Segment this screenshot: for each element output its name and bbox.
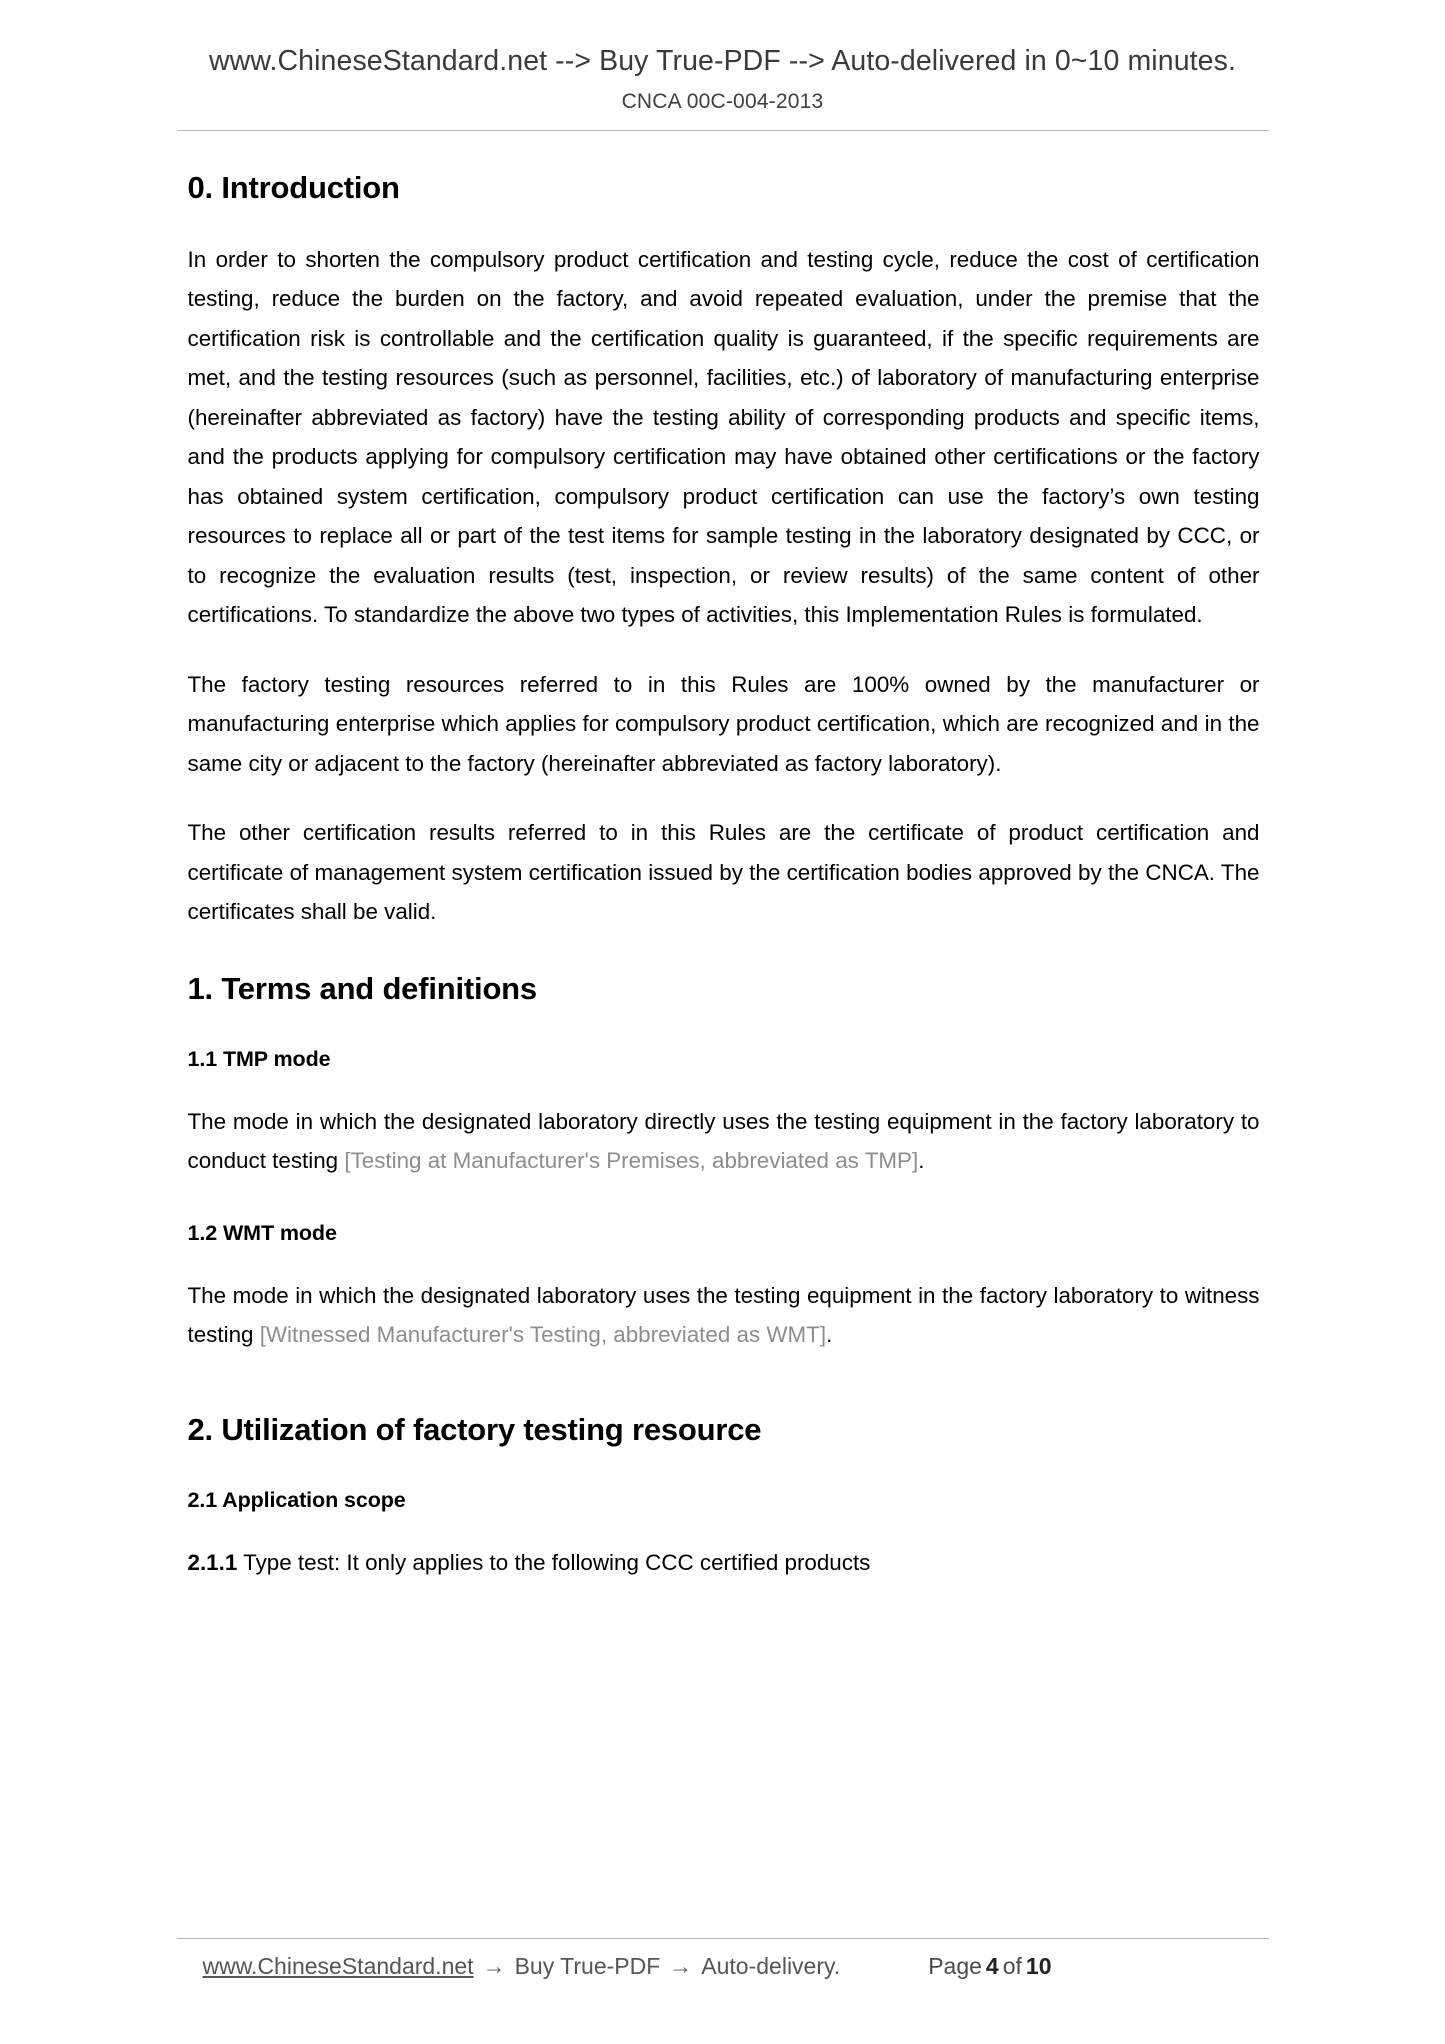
clause-number: 2.1.1	[187, 1549, 238, 1575]
wmt-definition-expansion: [Witnessed Manufacturer's Testing	[259, 1322, 601, 1348]
footer-buy-label: Buy True-PDF	[514, 1953, 661, 1979]
intro-paragraph-1: In order to shorten the compulsory product certification and testing cycle, reduce the cost of certification testing, reduce the burden on the factory, and avoid repeated evaluation, under the premise that the certification risk is controllable and the certification quality is guaranteed, if the specific requirements are met, and the testing resources (such as personnel, facilities, etc.) of laboratory of manufacturing enterprise (hereinafter abbreviated as factory) have the testing ability of corresponding products and specific items, and the products applying for compulsory certification may have obtained other certifications or the factory has obtained system certification, compulsory product certification can use the factory’s own testing resources to replace all or part of the test items for sample testing in the laboratory designated by CCC, or to recognize the evaluation results (test, inspection, or review results) of the same content of other certifications. To standardize the above two types of activities, this Implementation Rules is formulated.	[187, 246, 1260, 628]
footer-divider	[177, 1938, 1269, 1939]
tmp-definition-expansion: [Testing at Manufacturer's Premises	[344, 1148, 700, 1174]
tmp-definition-abbrev: , abbreviated as TMP]	[699, 1148, 919, 1174]
subsection-heading-tmp-mode: 1.1 TMP mode	[187, 1046, 331, 1071]
section-heading-terms: 1. Terms and definitions	[187, 970, 537, 1006]
header-divider	[177, 130, 1269, 131]
arrow-right-icon: →	[482, 1953, 506, 1979]
section-heading-utilization: 2. Utilization of factory testing resource	[187, 1411, 762, 1447]
wmt-definition-period: .	[826, 1322, 833, 1348]
wmt-mode-definition	[188, 1276, 1260, 1355]
wmt-definition-abbrev: , abbreviated as WMT]	[600, 1322, 827, 1348]
document-content	[178, 170, 1268, 1583]
clause-2-1-1	[188, 1543, 1260, 1583]
arrow-right-icon-2: →	[669, 1953, 693, 1979]
footer-delivery-label: Auto-delivery.	[701, 1953, 841, 1979]
page-header	[0, 0, 1445, 131]
page-number: 4	[985, 1953, 999, 1979]
subsection-heading-wmt-mode: 1.2 WMT mode	[187, 1220, 337, 1245]
wmt-definition-main: The mode in which the designated laboratory uses the testing equipment in the factory laboratory to witness testing	[187, 1282, 1260, 1348]
clause-text: Type test: It only applies to the following CCC certified products	[237, 1549, 871, 1575]
of-label: of	[1002, 1953, 1022, 1979]
page-indicator	[928, 1953, 1055, 1980]
tmp-mode-definition	[188, 1102, 1260, 1181]
intro-paragraph-3: The other certification results referred to in this Rules are the certificate of product certification and certificate of management system certification issued by the certification bodies approved by the CNCA. The certificates shall be valid.	[187, 820, 1260, 925]
tmp-definition-period: .	[918, 1148, 925, 1174]
intro-paragraph-2: The factory testing resources referred to in this Rules are 100% owned by the manufacturer or manufacturing enterprise which applies for compulsory product certification, which are recognized and in the same city or adjacent to the factory (hereinafter abbreviated as factory laboratory).	[187, 671, 1260, 776]
footer-site-link[interactable]: www.ChineseStandard.net	[202, 1953, 474, 1979]
footer-row	[177, 1953, 1269, 1980]
footer-promo	[203, 1953, 841, 1980]
section-heading-introduction: 0. Introduction	[187, 169, 400, 205]
header-promo-text: www.ChineseStandard.net --> Buy True-PDF --> Auto-delivered in 0~10 minutes.	[209, 45, 1236, 77]
page-label: Page	[928, 1953, 982, 1979]
page-total: 10	[1025, 1953, 1052, 1979]
page-footer	[0, 1938, 1445, 1980]
tmp-definition-main: The mode in which the designated laboratory directly uses the testing equipment in the factory laboratory to conduct testing	[187, 1108, 1260, 1174]
subsection-heading-application-scope: 2.1 Application scope	[187, 1487, 406, 1512]
standard-code: CNCA 00C-004-2013	[621, 89, 824, 113]
